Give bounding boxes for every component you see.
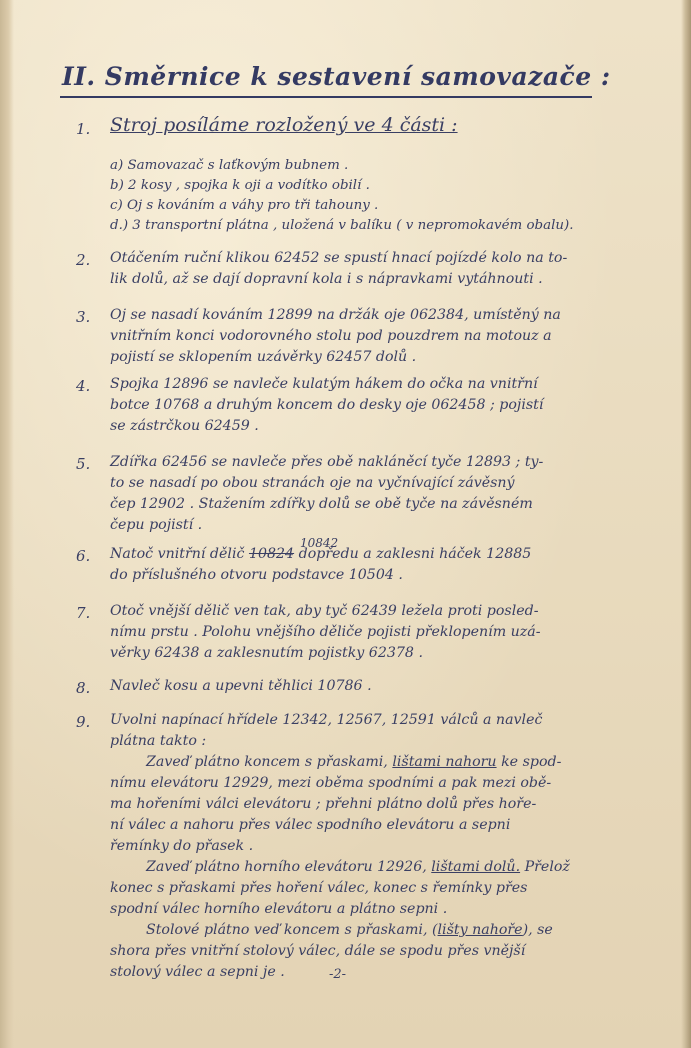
item-number-7: 7. (76, 604, 91, 622)
struck-number: 10824 (248, 546, 295, 562)
handwritten-correction: 10842 (300, 536, 339, 550)
item-text-2: Otáčením ruční klikou 62452 se spustí hnací pojízdé kolo na to- lik dolů, až se dají dopravní kola i s nápravkami vytáhnouti . (110, 250, 568, 287)
item-number-6: 6. (76, 547, 91, 565)
item-title-1: Stroj posíláme rozložený ve 4 části : (110, 114, 458, 136)
page-number: -2- (329, 967, 347, 982)
heading-underline (60, 96, 592, 98)
part-b: b) 2 kosy , spojka k oji a vodítko obilí . (110, 178, 370, 193)
page-left-edge (0, 0, 14, 1048)
item-text-6: Natoč vnitřní dělič 10824 dopředu a zaklesni háček 12885 do příslušného otvoru podstavce 10504 . (110, 546, 532, 583)
part-c: c) Oj s kováním a váhy pro tři tahouny . (110, 198, 379, 213)
page-right-edge (681, 0, 691, 1048)
item-number-9: 9. (76, 713, 91, 731)
section-heading: II. Směrnice k sestavení samovazače : (62, 62, 611, 91)
item-1-parts (110, 156, 670, 236)
item-text-3: Oj se nasadí kováním 12899 na držák oje 062384, umístěný na vnitřním konci vodorovného stolu pod pouzdrem na motouz a pojistí se sklopením uzávěrky 62457 dolů . (110, 307, 561, 365)
item-text-9: Uvolni napínací hřídele 12342, 12567, 12591 válců a navleč plátna takto : Zaveď plátno koncem s přaskami, lištami nahoru ke spod- nímu elevátoru 12929, mezi oběma spodními a pak mezi obě- ma hořeními válci elevátoru ; přehni plátno dolů přes hoře- ní válec a nahoru přes válec spodního elevátoru a sepni řemínky do přasek . Zaveď plátno horního elevátoru 12926, lištami dolů. Přelož konec s přaskami přes hoření válec, konec s řemínky přes spodní válec horního elevátoru a plátno sepni . Stolové plátno veď koncem s přaskami, (lišty nahoře), se shora přes vnitřní stolový válec, dále se spodu přes vnější stolový válec a sepni je . (110, 712, 570, 980)
item-number-4: 4. (76, 377, 91, 395)
item-text-4: Spojka 12896 se navleče kulatým hákem do očka na vnitřní botce 10768 a druhým koncem do desky oje 062458 ; pojistí se zástrčkou 62459 . (110, 376, 544, 434)
item-text-8: Navleč kosu a upevni těhlici 10786 . (110, 678, 372, 694)
item-text-7: Otoč vnější dělič ven tak, aby tyč 62439 ležela proti posled- nímu prstu . Polohu vnějšího děliče pojisti překlopením uzá- věrky 62438 a zaklesnutím pojistky 62378 . (110, 603, 541, 661)
part-d: d.) 3 transportní plátna , uložená v balíku ( v nepromokavém obalu). (110, 218, 574, 233)
item-number-3: 3. (76, 308, 91, 326)
item-text-5: Zdířka 62456 se navleče přes obě nakláněcí tyče 12893 ; ty- to se nasadí po obou stranách oje na vyčnívající závěsný čep 12902 . Stažením zdířky dolů se obě tyče na závěsném čepu pojistí . (110, 454, 544, 533)
item-number-2: 2. (76, 251, 91, 269)
item-number-8: 8. (76, 679, 91, 697)
item-number-5: 5. (76, 455, 91, 473)
item-number-1: 1. (76, 120, 91, 138)
part-a: a) Samovazač s laťkovým bubnem . (110, 158, 349, 173)
